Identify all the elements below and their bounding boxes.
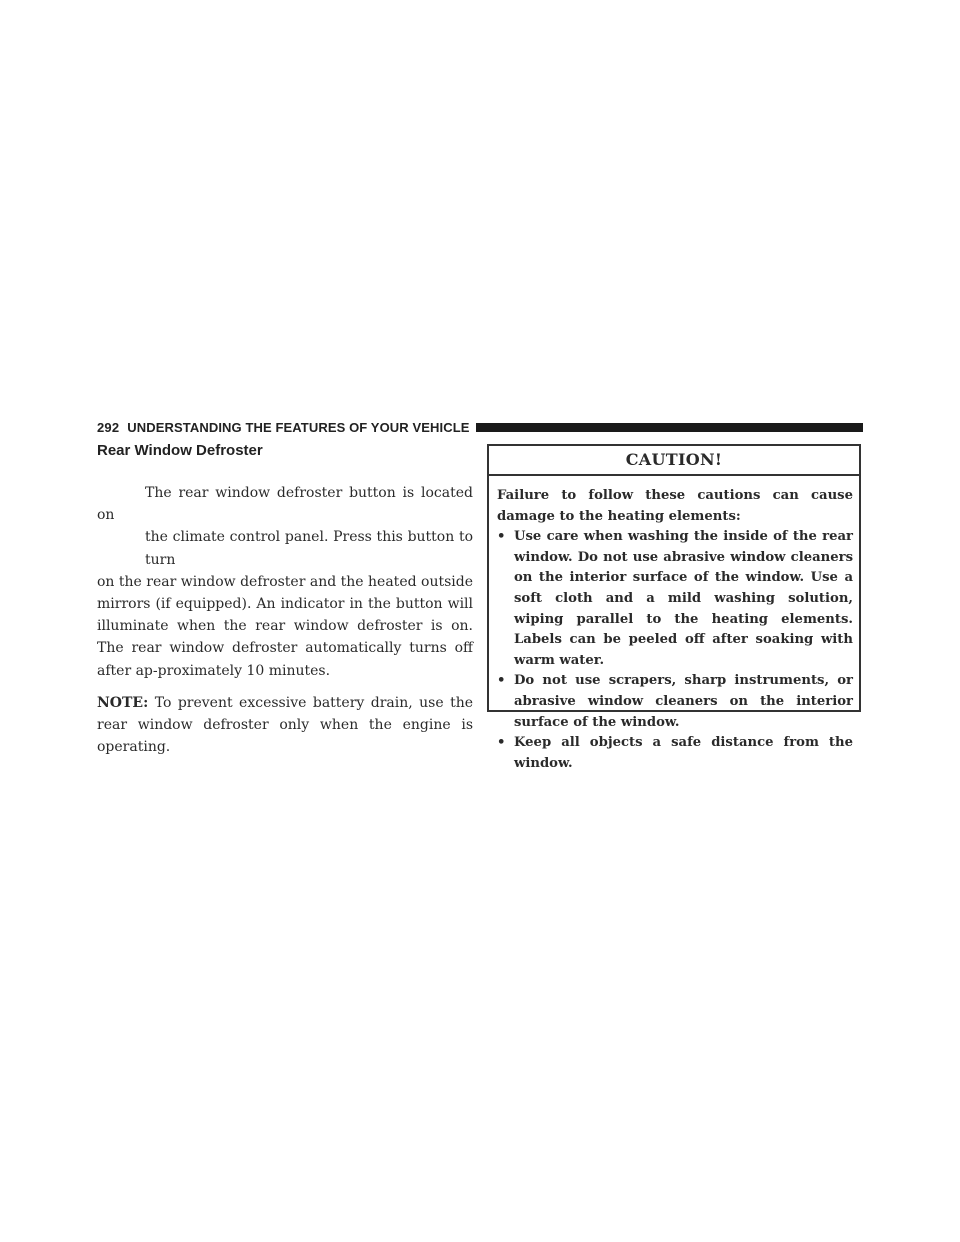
caution-list [497,527,853,774]
bullet-icon: • [497,735,506,751]
bullet-icon: • [497,673,506,689]
bullet-icon: • [497,529,506,545]
caution-box [487,444,861,771]
caution-item: • Keep all objects a safe distance from the window. [497,735,853,771]
note-label: NOTE: [97,694,149,711]
page-header [97,418,863,436]
para1-line1: The rear window defroster button is located on [97,485,473,524]
caution-body [489,476,859,774]
body-paragraph [97,482,473,682]
caution-intro: Failure to follow these cautions can cause damage to the heating elements: [497,488,853,524]
note-text: To prevent excessive battery drain, use the rear window defroster only when the engine is operating. [97,694,474,756]
running-head: UNDERSTANDING THE FEATURES OF YOUR VEHICLE [127,419,470,435]
para1-line2: the climate control panel. Press this button to turn [145,529,473,568]
caution-item: • Do not use scrapers, sharp instruments, or abrasive window cleaners on the interior surface of the window. [497,673,853,730]
note-paragraph [97,692,473,759]
left-column [97,482,473,758]
para1-rest: on the rear window defroster and the heated outside mirrors (if equipped). An indicator in the button will illuminate when the rear window defroster is on. The rear window defroster automatically turns off after ap-proximately 10 minutes. [97,573,473,679]
caution-title: CAUTION! [489,446,859,476]
section-title: Rear Window Defroster [97,442,263,459]
caution-item: • Use care when washing the inside of the rear window. Do not use abrasive window cleaners on the interior surface of the window. Use a soft cloth and a mild washing solution, wiping parallel to the heating elements. Labels can be peeled off after soaking with warm water. [497,529,853,668]
page-number: 292 [97,419,120,435]
header-rule [476,423,863,432]
